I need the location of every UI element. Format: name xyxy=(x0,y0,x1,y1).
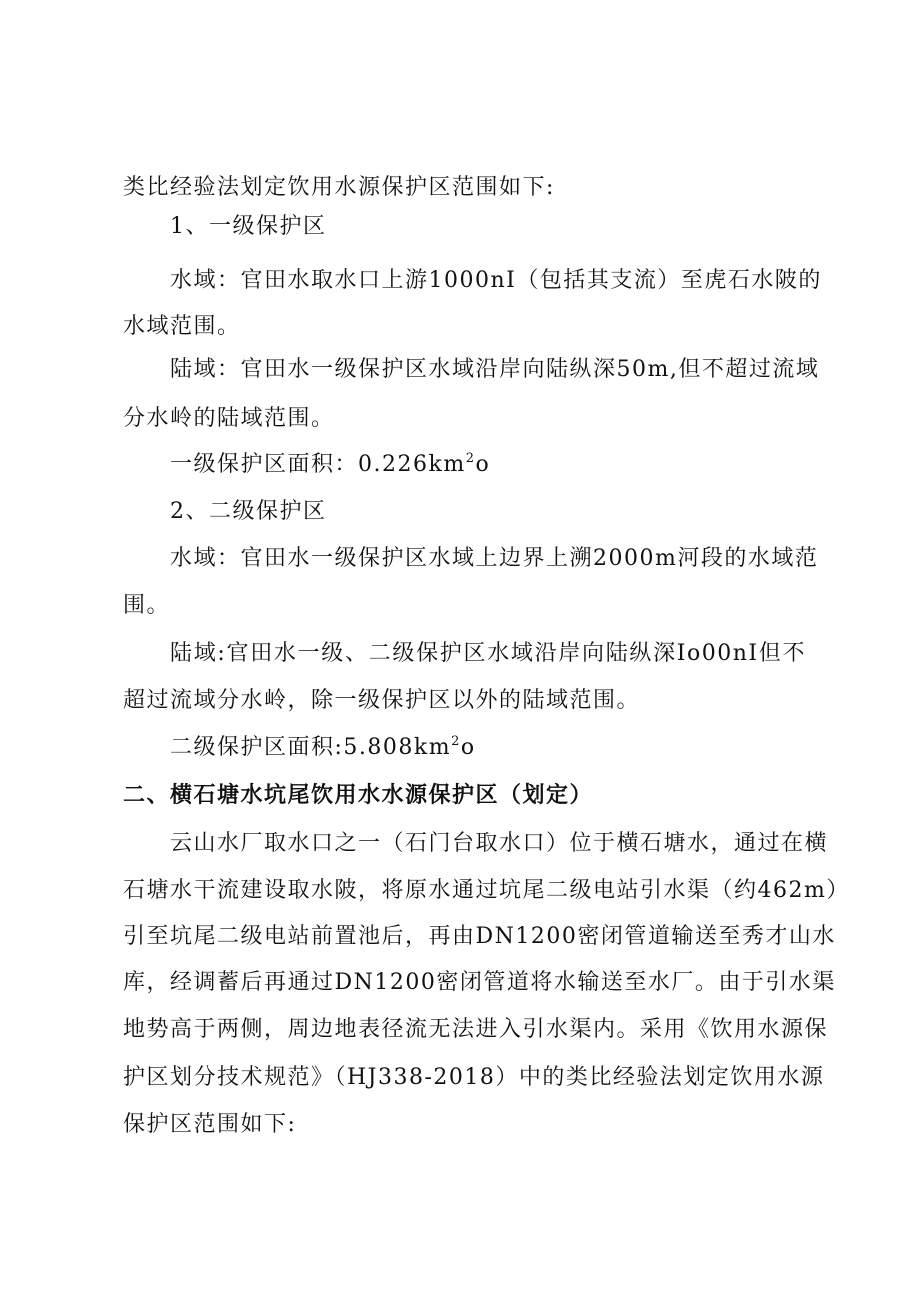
text-line: 云山水厂取水口之一（石门台取水口）位于横石塘水，通过在横 xyxy=(170,831,829,856)
text-line: 围。 xyxy=(123,593,171,618)
area-text: 二级保护区面积:5.808km xyxy=(170,735,452,760)
text-line: 类比经验法划定饮用水源保护区范围如下: xyxy=(123,175,555,200)
area-line-2 xyxy=(170,733,476,763)
area-text: 一级保护区面积：0.226km xyxy=(170,452,466,477)
text-line: 水域范围。 xyxy=(123,314,241,339)
text-line: 石塘水干流建设取水陂，将原水通过坑尾二级电站引水渠（约462m） xyxy=(123,878,850,903)
text-line: 陆域:官田水一级、二级保护区水域沿岸向陆纵深Io00nI但不 xyxy=(170,641,806,666)
section-heading-2: 2、二级保护区 xyxy=(170,499,327,524)
text-line: 保护区范围如下: xyxy=(123,1112,297,1137)
text-line: 水域：官田水取水口上游1000nI（包括其支流）至虎石水陂的 xyxy=(170,268,822,293)
area-suffix: o xyxy=(460,735,476,760)
area-line-1 xyxy=(170,450,490,480)
text-line: 地势高于两侧，周边地表径流无法进入引水渠内。采用《饮用水源保 xyxy=(123,1017,829,1042)
text-line: 护区划分技术规范》（HJ338-2018）中的类比经验法划定饮用水源 xyxy=(123,1065,825,1090)
chapter-heading: 二、横石塘水坑尾饮用水水源保护区（划定） xyxy=(123,783,594,808)
text-line: 水域：官田水一级保护区水域上边界上溯2000m河段的水域范 xyxy=(170,546,819,571)
text-line: 引至坑尾二级电站前置池后，再由DN1200密闭管道输送至秀才山水 xyxy=(123,924,836,949)
text-line: 分水岭的陆域范围。 xyxy=(123,406,335,431)
text-line: 陆域：官田水一级保护区水域沿岸向陆纵深50m,但不超过流域 xyxy=(170,357,820,382)
section-heading-1: 1、一级保护区 xyxy=(170,214,327,239)
area-superscript: 2 xyxy=(451,734,461,749)
area-superscript: 2 xyxy=(465,451,476,466)
text-line: 超过流域分水岭，除一级保护区以外的陆域范围。 xyxy=(123,688,641,713)
text-line: 库，经调蓄后再通过DN1200密闭管道将水输送至水厂。由于引水渠 xyxy=(123,970,836,995)
area-suffix: o xyxy=(475,452,491,477)
